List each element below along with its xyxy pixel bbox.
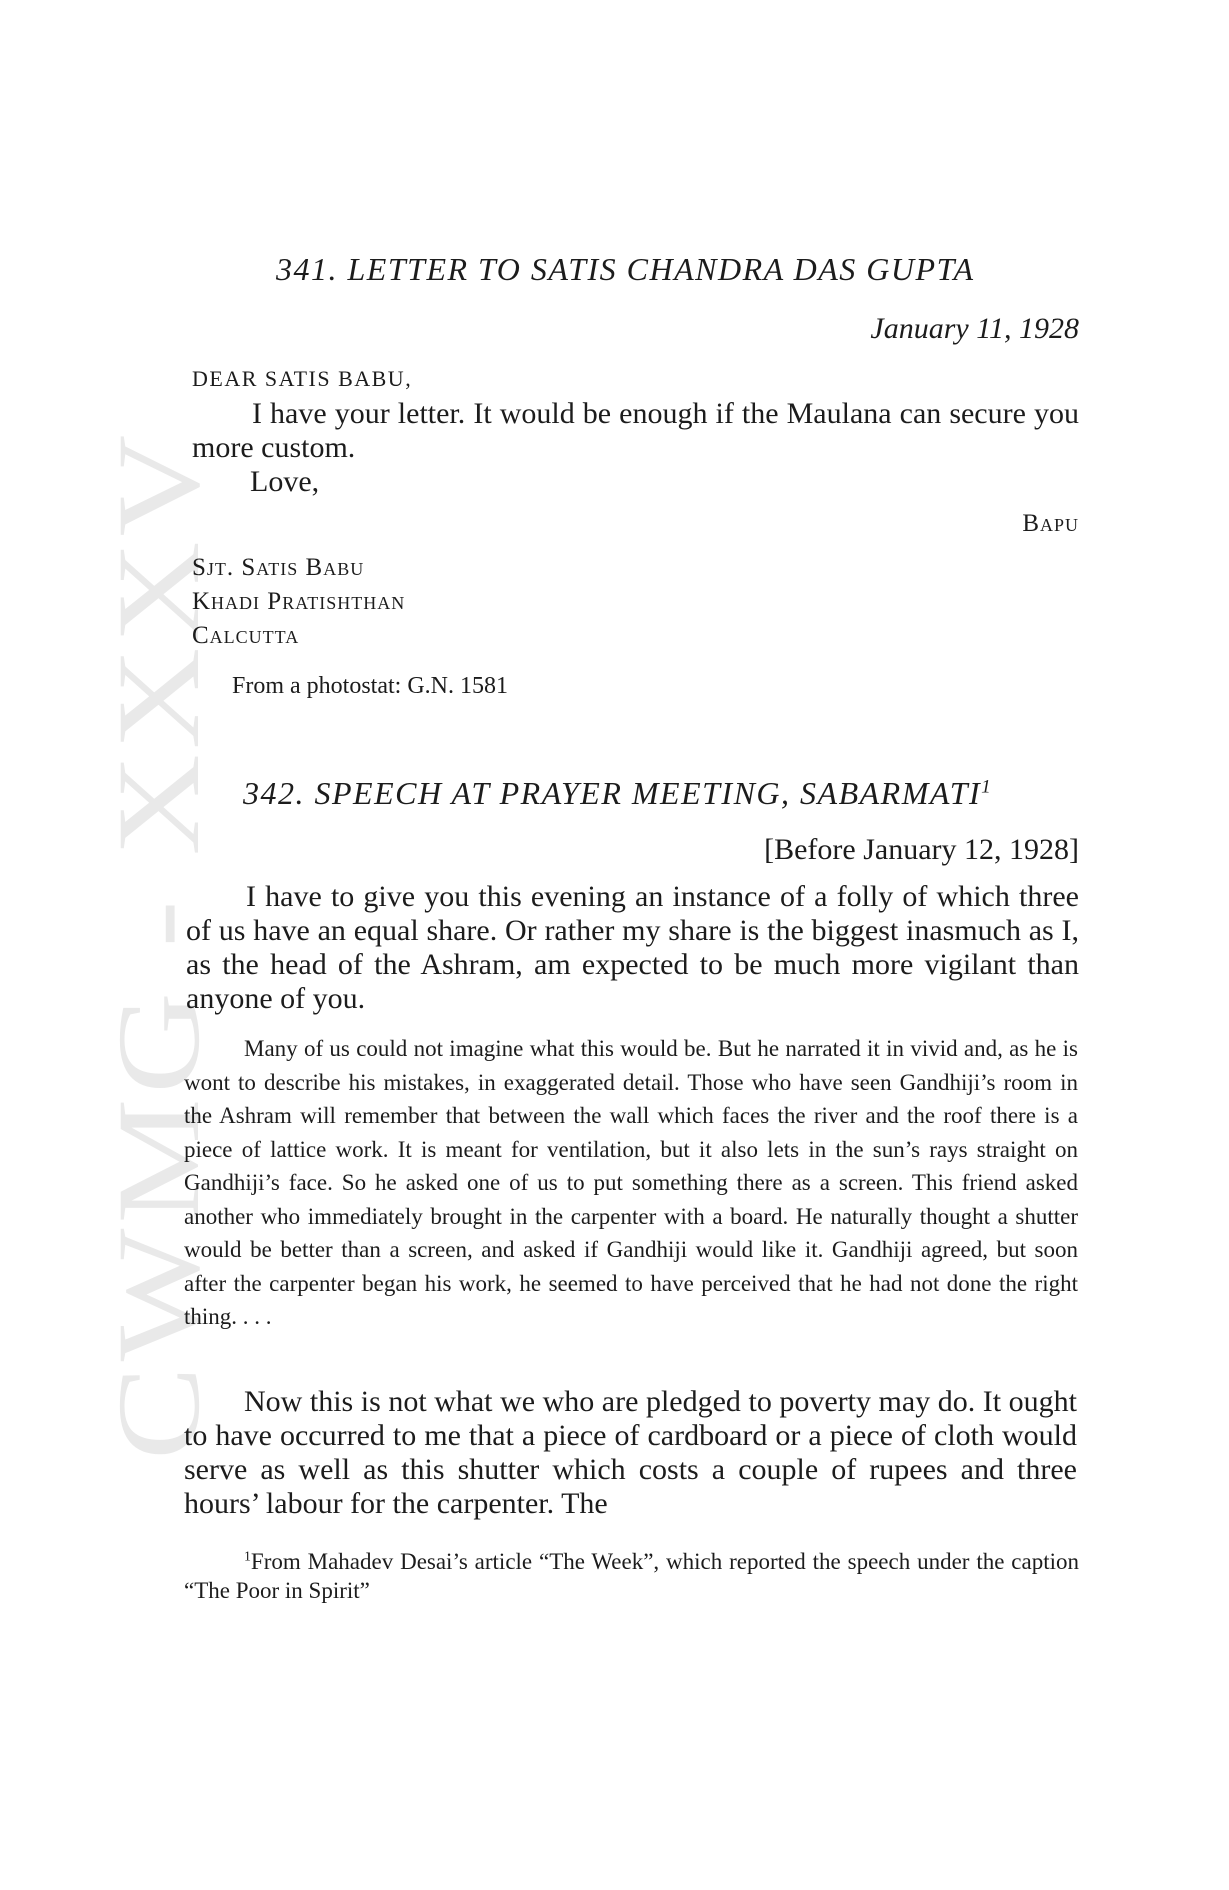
footnote-text: From Mahadev Desai’s article “The Week”, which reported the speech under the caption “The Poor in Spirit” — [184, 1549, 1079, 1603]
item2-para1: I have to give you this evening an instance of a folly of which three of us have an equal share. Or rather my share is the biggest inasmuch as I, as the head of the Ashram, am expected to be much more vigilant than anyone of you. — [186, 880, 1079, 1015]
address-line: Sjt. Satis Babu — [192, 554, 365, 581]
item1-heading: 341. LETTER TO SATIS CHANDRA DAS GUPTA — [276, 251, 975, 287]
watermark-text: CWMG XXXV — [118, 596, 224, 1460]
item1-closing: Love, — [250, 465, 320, 498]
item2-date: [Before January 12, 1928] — [764, 833, 1079, 866]
address-line: Calcutta — [192, 622, 300, 649]
heading-footnote-mark: 1 — [981, 776, 993, 798]
item1-date: January 11, 1928 — [870, 312, 1079, 345]
item2-heading-line — [243, 775, 992, 812]
address-line: Khadi Pratishthan — [192, 588, 406, 615]
item1-address — [192, 551, 405, 653]
item2-narration: Many of us could not imagine what this would be. But he narrated it in vivid and, as he is wont to describe his mistakes, in exaggerated detail. Those who have seen Gandhiji’s room in the Ashram will remember that between the wall which faces the river and the roof there is a piece of lattice work. It is meant for ventilation, but it also lets in the sun’s rays straight on Gandhiji’s face. So he asked one of us to put something there as a screen. This friend asked another who immediately brought in the carpenter with a board. He naturally thought a shutter would be better than a screen, and asked if Gandhiji would like it. Gandhiji agreed, but soon after the carpenter began his work, he seemed to have perceived that he had not done the right thing. . . . — [184, 1036, 1078, 1329]
footnote-mark: 1 — [244, 1548, 251, 1564]
item1-source: From a photostat: G.N. 1581 — [232, 673, 508, 699]
item1-signature: Bapu — [1022, 510, 1079, 537]
item1-body: I have your letter. It would be enough if the Maulana can secure you more custom. — [192, 397, 1079, 464]
footnote — [184, 1547, 1079, 1605]
item2-heading: 342. SPEECH AT PRAYER MEETING, SABARMATI — [243, 775, 982, 811]
item1-salutation: DEAR SATIS BABU, — [192, 366, 413, 391]
item2-para2: Now this is not what we who are pledged to poverty may do. It ought to have occurred to me that a piece of cardboard or a piece of cloth would serve as well as this shutter which costs a couple of rupees and three hours’ labour for the carpenter. The — [184, 1385, 1077, 1520]
